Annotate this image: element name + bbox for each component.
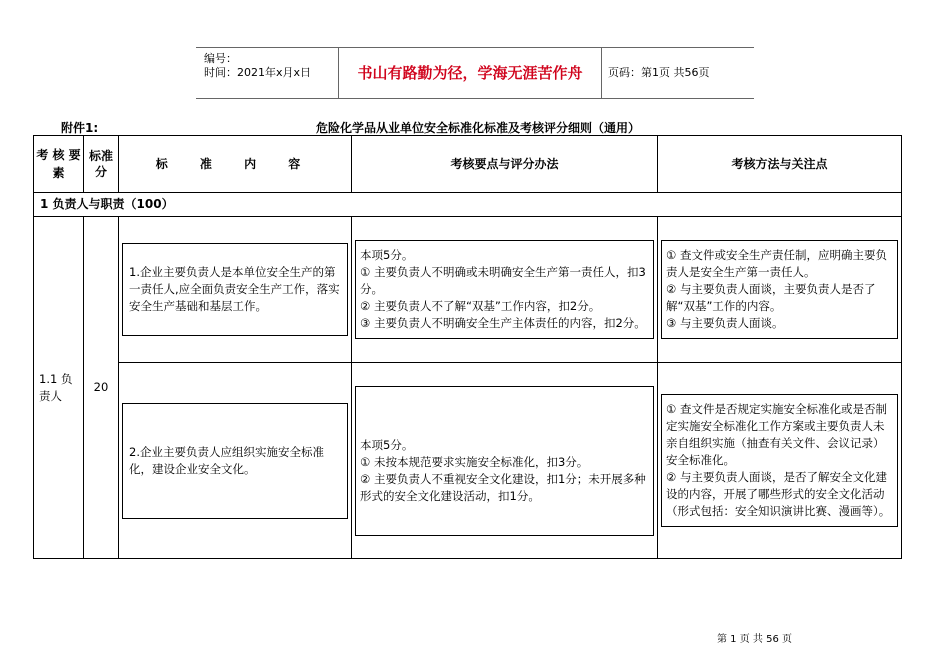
key-points-cell: [352, 363, 658, 559]
header-element: 考 核 要 素: [34, 136, 84, 193]
title-row: [33, 119, 901, 135]
page-label: 页码：第1页 共56页: [608, 66, 710, 79]
key-points-box: [355, 386, 654, 536]
method-cell: [658, 363, 902, 559]
method-cell: [658, 217, 902, 363]
number-label: 编号：: [204, 52, 237, 65]
key-point: 本项5分。: [360, 248, 414, 262]
key-point: ① 未按本规范要求实施安全标准化，扣3分。: [360, 454, 589, 469]
key-point: ① 主要负责人不明确或未明确安全生产第一责任人，扣3分。: [360, 265, 646, 296]
page-footer: 第 1 页 共 56 页: [717, 634, 792, 645]
page-header: [196, 47, 754, 99]
element-score: 20: [84, 217, 119, 559]
header-standard: 标 准 内 容: [119, 136, 352, 193]
section-title: 1 负责人与职责（100）: [34, 193, 902, 217]
motto: 书山有路勤为径，学海无涯苦作舟: [338, 48, 602, 98]
key-points-cell: [352, 217, 658, 363]
header-meta: [196, 48, 337, 98]
standard-text: 2.企业主要负责人应组织实施安全标准化，建设企业安全文化。: [122, 403, 348, 519]
table-row: [34, 217, 902, 363]
standard-cell: [119, 363, 352, 559]
method-point: ① 查文件是否规定实施安全标准化或是否制定实施安全标准化工作方案或主要负责人未亲自组织实施（抽查有关文件、会议记录）安全标准化。: [666, 402, 887, 467]
key-point: ② 主要负责人不了解“双基”工作内容，扣2分。: [360, 299, 601, 313]
method-point: ② 与主要负责人面谈，是否了解安全文化建设的内容，开展了哪些形式的安全文化活动（形式包括：安全知识演讲比赛、漫画等）。: [666, 470, 891, 518]
key-point: ③ 主要负责人不明确安全生产主体责任的内容，扣2分。: [360, 316, 646, 330]
method-box: [661, 240, 898, 339]
element-name: 1.1 负责人: [34, 217, 84, 559]
standard-cell: [119, 217, 352, 363]
header-score: 标准分: [84, 136, 119, 193]
key-point: ② 主要负责人不重视安全文化建设，扣1分；未开展多种形式的安全文化建设活动，扣1分。: [360, 471, 646, 503]
header-key-points: 考核要点与评分办法: [352, 136, 658, 193]
attachment-label: 附件1:: [61, 121, 99, 135]
table-header-row: [34, 136, 902, 193]
document-title: 危险化学品从业单位安全标准化标准及考核评分细则（通用）: [316, 121, 641, 135]
method-point: ③ 与主要负责人面谈。: [666, 316, 784, 330]
header-method: 考核方法与关注点: [658, 136, 902, 193]
section-row: [34, 193, 902, 217]
method-point: ① 查文件或安全生产责任制，应明确主要负责人是安全生产第一责任人。: [666, 248, 887, 279]
scoring-table: [33, 135, 902, 559]
method-box: [661, 394, 898, 527]
time-label: 时间：2021年x月x日: [204, 66, 312, 79]
table-row: [34, 363, 902, 559]
standard-text: 1.企业主要负责人是本单位安全生产的第一责任人,应全面负责安全生产工作，落实安全生产基础和基层工作。: [122, 243, 348, 336]
key-point: 本项5分。: [360, 437, 414, 452]
method-point: ② 与主要负责人面谈，主要负责人是否了解“双基”工作的内容。: [666, 282, 876, 313]
key-points-box: [355, 240, 654, 339]
